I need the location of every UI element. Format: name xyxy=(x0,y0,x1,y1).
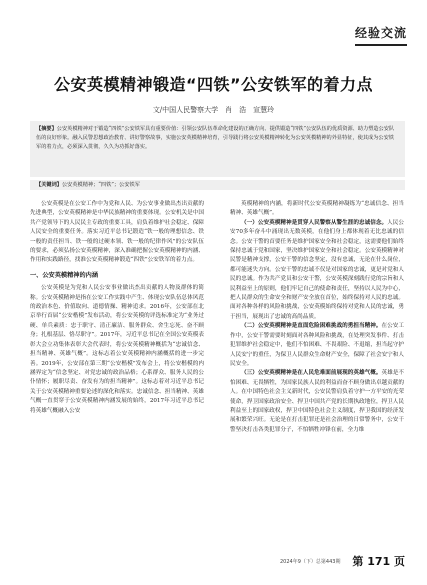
right-column xyxy=(230,200,404,435)
subsection-3-label: （三）公安英模精神是在人民危难面前展现的英雄气概。 xyxy=(241,370,382,377)
subsection-2-paragraph xyxy=(230,322,404,369)
continuation-paragraph: 英模精神的内涵，将新时代公安英模精神凝练为“忠诚信念、担当精神、英雄气概”。 xyxy=(230,201,404,217)
abstract-text: 公安英模精神对于锻造“四铁”公安铁军具有重要价值：引领公安队伍革命化建设的正确方向、提供锻造“四铁”公安队伍的优质资源、助力塑造公安队伍的良好形象。融入民警思想政治教育、讲好警察故事，实施公安英模精神培育，引导践行将公安英模精神转化为公安英模精神的外显特征，使其成为公安铁军的着力点，必须深入贯彻，久久为功抓好落实。 xyxy=(36,126,395,151)
subsection-2-text: 在公安工作中，公安干警需要时刻面对各种风险和挑战，在处理突发事件、打击犯罪维护社会稳定中，他们不怕困难、不畏艰险、不退缩，担当起守护人民安宁的重任，为保卫人民群众生命财产安全，保障了社会安宁和人民安全。 xyxy=(230,323,404,367)
subsection-3-text: 英雄是不怕困难、无畏牺牲，为国家民族人民的利益而奋不顾身做出卓越贡献的人。在中国特色社会主义新时代，公安民警肩负着守护一方平安的光荣使命，捍卫国家政治安全、捍卫中国共产党的长期执政地位，捍卫人民利益至上的国家政权，捍卫中国特色社会主义制度，捍卫我国的经济发展和繁荣兴旺。无论是在打击犯罪还是社会治理的日常警务中，公安干警坚决打击各类犯罪分子，不怕牺牲冲锋在前，全力维 xyxy=(230,370,404,433)
abstract-label: 【摘要】 xyxy=(36,126,57,132)
author-line: 文/中国人民警察大学 肖 浩 宣慧玲 xyxy=(152,106,275,114)
left-column xyxy=(30,200,204,416)
subsection-2-label: （二）公安英模精神是直面危险困难挑战的勇担当精神。 xyxy=(241,323,382,330)
section-1-paragraph: 公安英模是为党和人民公安事业做出杰出贡献的人物及群体的简称。公安英模精神是指在公安工作实践中产生、体现公安队伍总体风范的政治本色、价值取向、道德情操、精神追求。2016年，公安部在北京举行首届“公安楷模”发布活动，将公安英模的评选标准定为“业务过硬、单兵素质：忠于职守、清正廉洁、服务群众、舍生忘死、奋不顾身；扎根基层、恪尽职守”。2017年，习近平总书记在全国公安英模表彰大会立功集体表彰大会代表时，将公安英模精神概括为“忠诚信念、担当精神、英雄气概”。这标志着公安英模精神内涵概括的进一步完善。2019年，公安部在第三期“公安楷模”发布会上，将公安楷模的内涵界定为“信念坚定、对党忠诚的政治品格；心系群众、服务人民的公仆情怀；履职尽责、奋发有为的担当精神”。这标志着对习近平总书记关于公安英模精神重要论述的深化和落实。忠诚信念、担当精神、英雄气概一直贯穿于公安英模精神内涵发展的始终，2017年习近平总书记将英雄气概融入公安 xyxy=(30,285,204,414)
section-tag: 经验交流 xyxy=(355,24,407,46)
page-number: 第 171 页 xyxy=(352,555,405,568)
keywords-text: 公安英模精神；“四铁”；公安铁军 xyxy=(61,182,140,188)
abstract-box xyxy=(30,121,405,177)
article-title: 公安英模精神锻造“四铁”公安铁军的着力点 xyxy=(53,75,374,94)
keywords-label: 【关键词】 xyxy=(36,182,62,188)
subsection-1-paragraph xyxy=(230,219,404,322)
intro-paragraph: 公安英模是在公安工作中为党和人民、为公安事业做出杰出贡献的先进典型，公安英模精神是中华民族精神的重要体现。公安机关是中国共产党领导下的人民民主专政的重要工具，肩负着维护社会稳定、保障人民安全的重要任务。落实习近平总书记锻造“铁一般的理想信念、铁一般的责任担当、铁一般的过硬本领、铁一般的纪律作风”的公安队伍的要求，必须弘扬公安英模精神，深入准确把握公安英模精神的内涵、作用和实践路径，找准公安英模精神锻造“四铁”公安铁军的着力点。 xyxy=(30,201,204,264)
issue-info: 2024年9（下）总第443期 xyxy=(280,559,341,565)
keywords-box xyxy=(30,180,405,190)
subsection-1-text: 人民公安70多年奋斗中涌现出无数英模，在他们身上都体现着无比忠诚的信念。公安干警的首要任务是维护国家安全和社会稳定，这需要他们始终保持忠诚于党和国家，坚决维护国家安全和社会稳定。公安英模精神对民警是精神支撑，公安干警的信念坚定，没有忠诚，无论在什么岗位，都可能迷失方向。公安干警的忠诚不仅是对国家的忠诚，更是对党和人民的忠诚。作为共产党员和公安干警，公安英模深刻践行党的宗旨和人民利益至上的原则，他们牢记自己的使命和责任，坚持以人民为中心，把人民群众的生命安全和财产安全放在首位，始终保持对人民的忠诚。面对各种各样的风险和挑战，公安英模始终保持对党和人民的忠诚，勇于担当，展现出了忠诚的高尚品质。 xyxy=(230,219,404,320)
subsection-3-paragraph xyxy=(230,369,404,435)
subsection-1-label: （一）公安英模精神是贯穿人民警察从警生涯的忠诚信念。 xyxy=(241,219,388,226)
section-heading-1: 一、公安英模精神的内涵 xyxy=(30,271,99,279)
